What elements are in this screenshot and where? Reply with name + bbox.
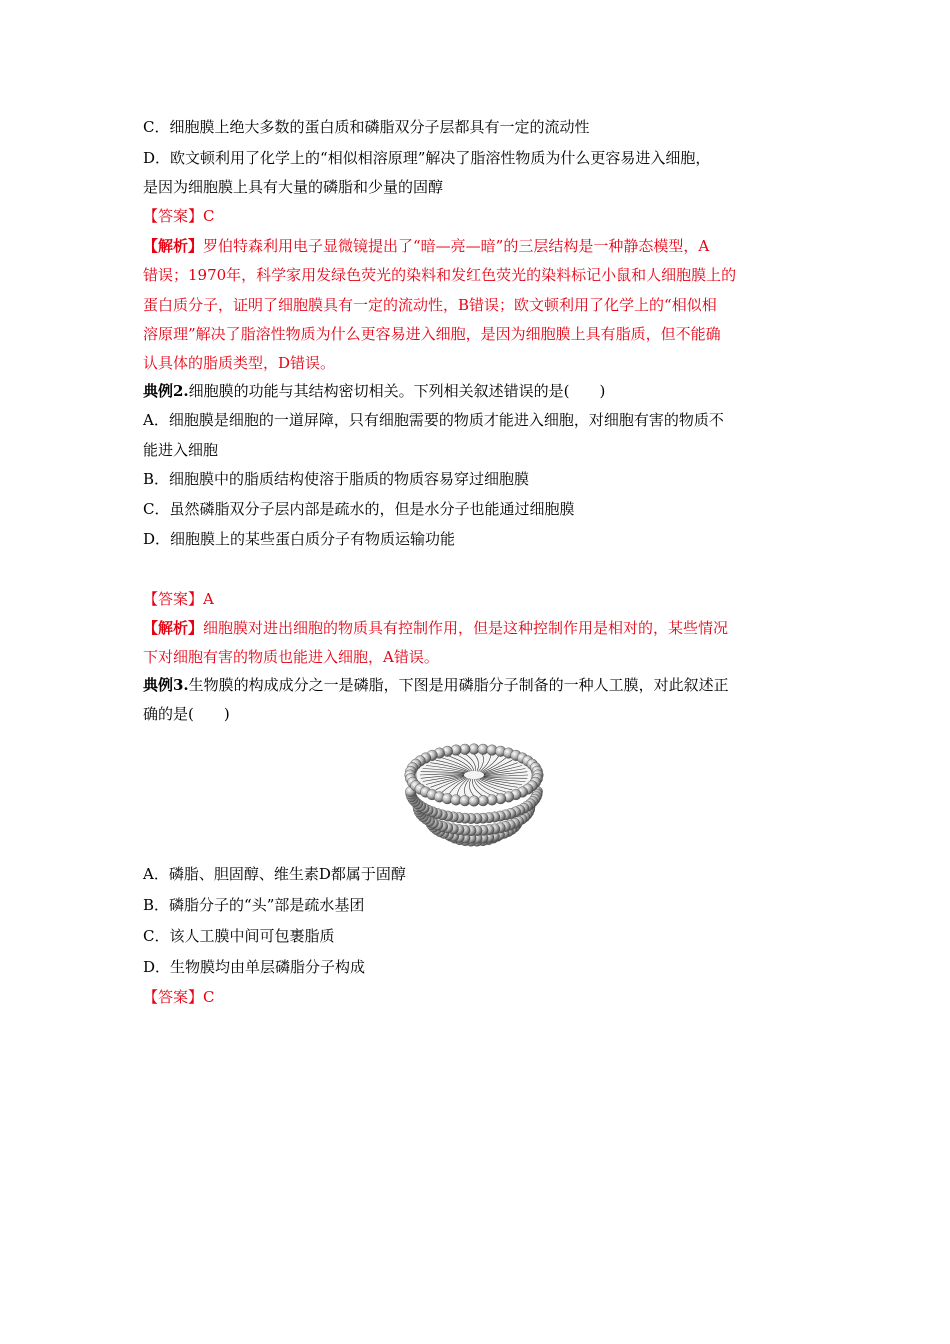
q1-answer: 【答案】C [143,207,215,225]
q2-analysis-line2: 下对细胞有害的物质也能进入细胞，A错误。 [143,648,439,666]
q1-analysis-line2: 错误；1970年，科学家用发绿色荧光的染料和发红色荧光的染料标记小鼠和人细胞膜上的 [143,266,737,284]
q2-analysis-text: 细胞膜对进出细胞的物质具有控制作用，但是这种控制作用是相对的，某些情况 [203,619,729,637]
q2-analysis-line1 [143,618,728,638]
q2-option-c: C．虽然磷脂双分子层内部是疏水的，但是水分子也能通过细胞膜 [143,500,575,518]
q1-analysis-line1 [143,236,709,256]
q3-stem-line1 [143,675,729,695]
q3-answer: 【答案】C [143,988,215,1006]
q1-analysis-line5: 认具体的脂质类型，D错误。 [143,354,336,372]
q3-stem-text: 生物膜的构成成分之一是磷脂，下图是用磷脂分子制备的一种人工膜，对此叙述正 [188,676,729,694]
q3-option-b: B．磷脂分子的“头”部是疏水基团 [143,896,365,914]
q3-option-c: C．该人工膜中间可包裹脂质 [143,927,335,945]
q2-option-d: D．细胞膜上的某些蛋白质分子有物质运输功能 [143,530,456,548]
q2-stem [143,381,605,401]
q1-option-d-line2: 是因为细胞膜上具有大量的磷脂和少量的固醇 [143,178,444,196]
q2-answer: 【答案】A [143,590,214,608]
q3-option-a: A．磷脂、胆固醇、维生素D都属于固醇 [143,865,406,883]
q2-analysis-label: 【解析】 [143,619,204,637]
q1-option-c: C．细胞膜上绝大多数的蛋白质和磷脂双分子层都具有一定的流动性 [143,118,590,136]
q2-stem-text: 细胞膜的功能与其结构密切相关。下列相关叙述错误的是( ) [188,382,606,400]
q3-option-d: D．生物膜均由单层磷脂分子构成 [143,958,366,976]
q2-option-b: B．细胞膜中的脂质结构使溶于脂质的物质容易穿过细胞膜 [143,470,530,488]
q3-label: 典例3. [143,676,189,694]
phospholipid-head [469,796,480,807]
q1-option-d-line1: D．欧文顿利用了化学上的“相似相溶原理”解决了脂溶性物质为什么更容易进入细胞， [143,149,711,167]
q1-analysis-text: 罗伯特森利用电子显微镜提出了“暗—亮—暗”的三层结构是一种静态模型，A [203,237,710,255]
phospholipid-membrane-figure [398,733,550,858]
q1-analysis-label: 【解析】 [143,237,204,255]
q1-analysis-line4: 溶原理”解决了脂溶性物质为什么更容易进入细胞，是因为细胞膜上具有脂质，但不能确 [143,325,721,343]
q2-label: 典例2. [143,382,189,400]
q2-option-a-line1: A．细胞膜是细胞的一道屏障，只有细胞需要的物质才能进入细胞，对细胞有害的物质不 [143,411,724,429]
q2-option-a-line2: 能进入细胞 [143,441,219,459]
q3-stem-line2: 确的是( ) [143,705,230,723]
q1-analysis-line3: 蛋白质分子，证明了细胞膜具有一定的流动性，B错误；欧文顿利用了化学上的“相似相 [143,296,717,314]
